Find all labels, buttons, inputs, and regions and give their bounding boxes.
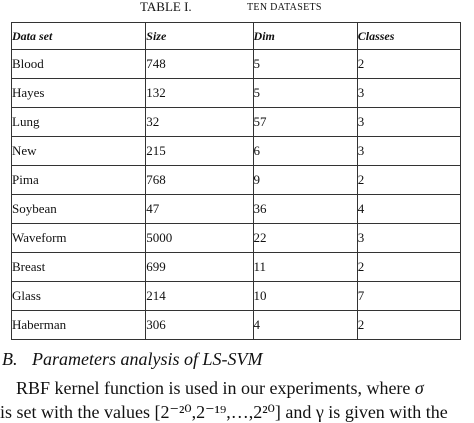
paragraph-text: RBF kernel function is used in our experiments, where [16,378,415,398]
cell-dim: 4 [253,311,357,340]
column-header-classes: Classes [357,23,460,50]
cell-dim: 9 [253,166,357,195]
cell-classes: 3 [357,79,460,108]
sigma-symbol: σ [414,378,424,398]
table-row [12,50,461,79]
table-caption [0,0,474,18]
cell-classes: 7 [357,282,460,311]
table-row [12,166,461,195]
cell-size: 748 [146,50,253,79]
cell-size: 215 [146,137,253,166]
cell-size: 47 [146,195,253,224]
cell-data-set: Glass [12,282,146,311]
cell-dim: 11 [253,253,357,282]
table-row [12,137,461,166]
table-header-row [12,23,461,50]
cell-dim: 57 [253,108,357,137]
cell-size: 699 [146,253,253,282]
cell-dim: 10 [253,282,357,311]
cell-data-set: New [12,137,146,166]
section-letter: B. [2,349,18,369]
table-title: TEN DATASETS [247,2,322,13]
cell-size: 768 [146,166,253,195]
table-row [12,311,461,340]
cell-data-set: Waveform [12,224,146,253]
table-row [12,79,461,108]
cell-size: 214 [146,282,253,311]
cell-classes: 3 [357,224,460,253]
cell-size: 306 [146,311,253,340]
cell-dim: 36 [253,195,357,224]
column-header-data-set: Data set [12,23,146,50]
cell-data-set: Hayes [12,79,146,108]
cell-data-set: Breast [12,253,146,282]
cell-size: 32 [146,108,253,137]
table-row [12,253,461,282]
table-number: TABLE I. [140,0,192,14]
cell-classes: 2 [357,253,460,282]
section-title: Parameters analysis of LS-SVM [32,349,263,369]
paragraph-line [0,402,474,423]
cell-classes: 3 [357,137,460,166]
table-row [12,224,461,253]
cell-classes: 2 [357,166,460,195]
cell-dim: 22 [253,224,357,253]
cell-classes: 2 [357,50,460,79]
column-header-size: Size [146,23,253,50]
table-row [12,108,461,137]
table-row [12,282,461,311]
cell-dim: 5 [253,50,357,79]
table-row [12,195,461,224]
datasets-table [11,22,461,340]
cell-data-set: Lung [12,108,146,137]
cell-classes: 2 [357,311,460,340]
paragraph-line [16,378,474,399]
paragraph-text: is set with the values [2⁻²⁰,2⁻¹⁹,…,2²⁰] and γ is given with the [0,402,448,422]
cell-data-set: Haberman [12,311,146,340]
cell-data-set: Soybean [12,195,146,224]
cell-size: 5000 [146,224,253,253]
cell-classes: 4 [357,195,460,224]
cell-dim: 6 [253,137,357,166]
column-header-dim: Dim [253,23,357,50]
cell-classes: 3 [357,108,460,137]
cell-data-set: Blood [12,50,146,79]
cell-dim: 5 [253,79,357,108]
cell-data-set: Pima [12,166,146,195]
cell-size: 132 [146,79,253,108]
